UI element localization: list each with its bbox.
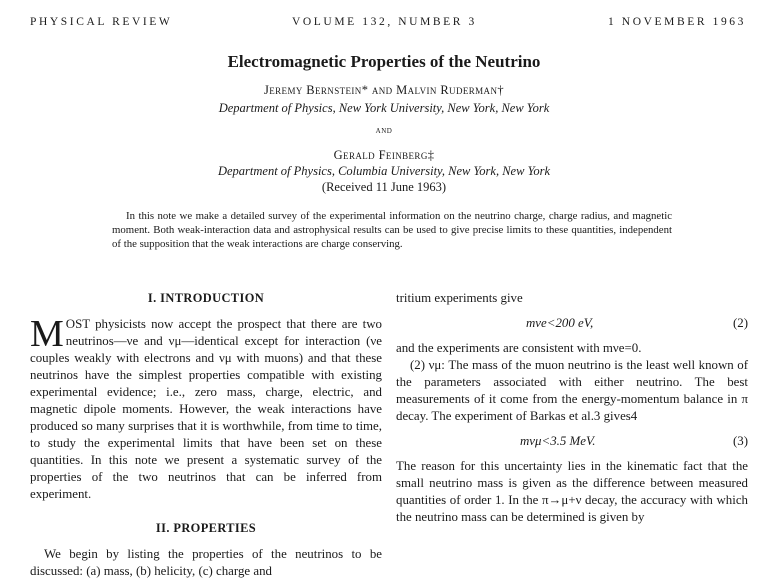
introduction-paragraph: [30, 313, 382, 503]
drop-cap: M: [30, 313, 64, 355]
affiliation-1: Department of Physics, New York University, New York, New York: [218, 101, 550, 115]
equation-2: [396, 315, 748, 332]
affiliation-2: Department of Physics, Columbia University, New York, New York: [217, 164, 551, 178]
muon-neutrino-paragraph: (2) νμ: The mass of the muon neutrino is the least well known of the parameters associated with either neutrino. The best measurements of it come from the energy-momentum balance in π decay. The experiment of Barkas et al.3 gives4: [396, 358, 748, 423]
author-line-2: Gerald Feinberg‡: [333, 148, 435, 162]
uncertainty-paragraph: The reason for this uncertainty lies in the kinematic fact that the small neutrino mass is given as the difference between measured quantities of order 1. In the π→μ+ν decay, the accuracy with which the neutrino mass can be determined is given by: [396, 459, 748, 524]
introduction-text: OST physicists now accept the prospect that there are two neutrinos—νe and νμ—identical except for interaction (νe couples weakly with electrons and νμ with muons) and that these neutrinos have the simplest properties compatible with existing experimental evidence; i.e., zero mass, charge, electric, and magnetic dipole moments. However, the weak interactions have produced so many surprises that it is worthwhile, from time to time, to study the experimental limits that have been set on these quantities. In this note we present a systematic survey of the properties of the two neutrinos that can be inferred from experiment.: [30, 317, 382, 501]
running-head: [30, 16, 746, 32]
volume-number: VOLUME 132, NUMBER 3: [292, 16, 477, 28]
tritium-paragraph: tritium experiments give: [396, 291, 523, 305]
equation-2-expression: mνe<200 eV,: [526, 316, 594, 330]
author-line-1: Jeremy Bernstein* and Malvin Ruderman†: [263, 83, 505, 97]
consistency-paragraph: and the experiments are consistent with mνe=0.: [396, 341, 642, 355]
equation-3: [396, 433, 748, 450]
abstract: In this note we make a detailed survey of the experimental information on the neutrino charge, charge radius, and magnetic moment. Both weak-interaction data and astrophysical results can be used to give precise limits to these quantities, independent of the supposition that the weak interactions are charge conserving.: [112, 210, 672, 250]
properties-paragraph: We begin by listing the properties of the neutrinos to be discussed: (a) mass, (b) helicity, (c) charge and: [30, 547, 382, 578]
journal-name: PHYSICAL REVIEW: [30, 16, 173, 28]
section-heading-introduction: I. INTRODUCTION: [147, 291, 265, 305]
paper-title: Electromagnetic Properties of the Neutrino: [227, 52, 541, 71]
equation-2-number: (2): [732, 316, 748, 330]
issue-date: 1 NOVEMBER 1963: [607, 16, 746, 28]
received-date: (Received 11 June 1963): [321, 180, 447, 194]
left-column: [30, 290, 382, 580]
right-column: [396, 290, 748, 526]
and-separator: and: [375, 125, 393, 136]
equation-3-number: (3): [732, 434, 748, 448]
equation-3-expression: mνμ<3.5 MeV.: [520, 434, 596, 448]
section-heading-properties: II. PROPERTIES: [155, 521, 257, 535]
